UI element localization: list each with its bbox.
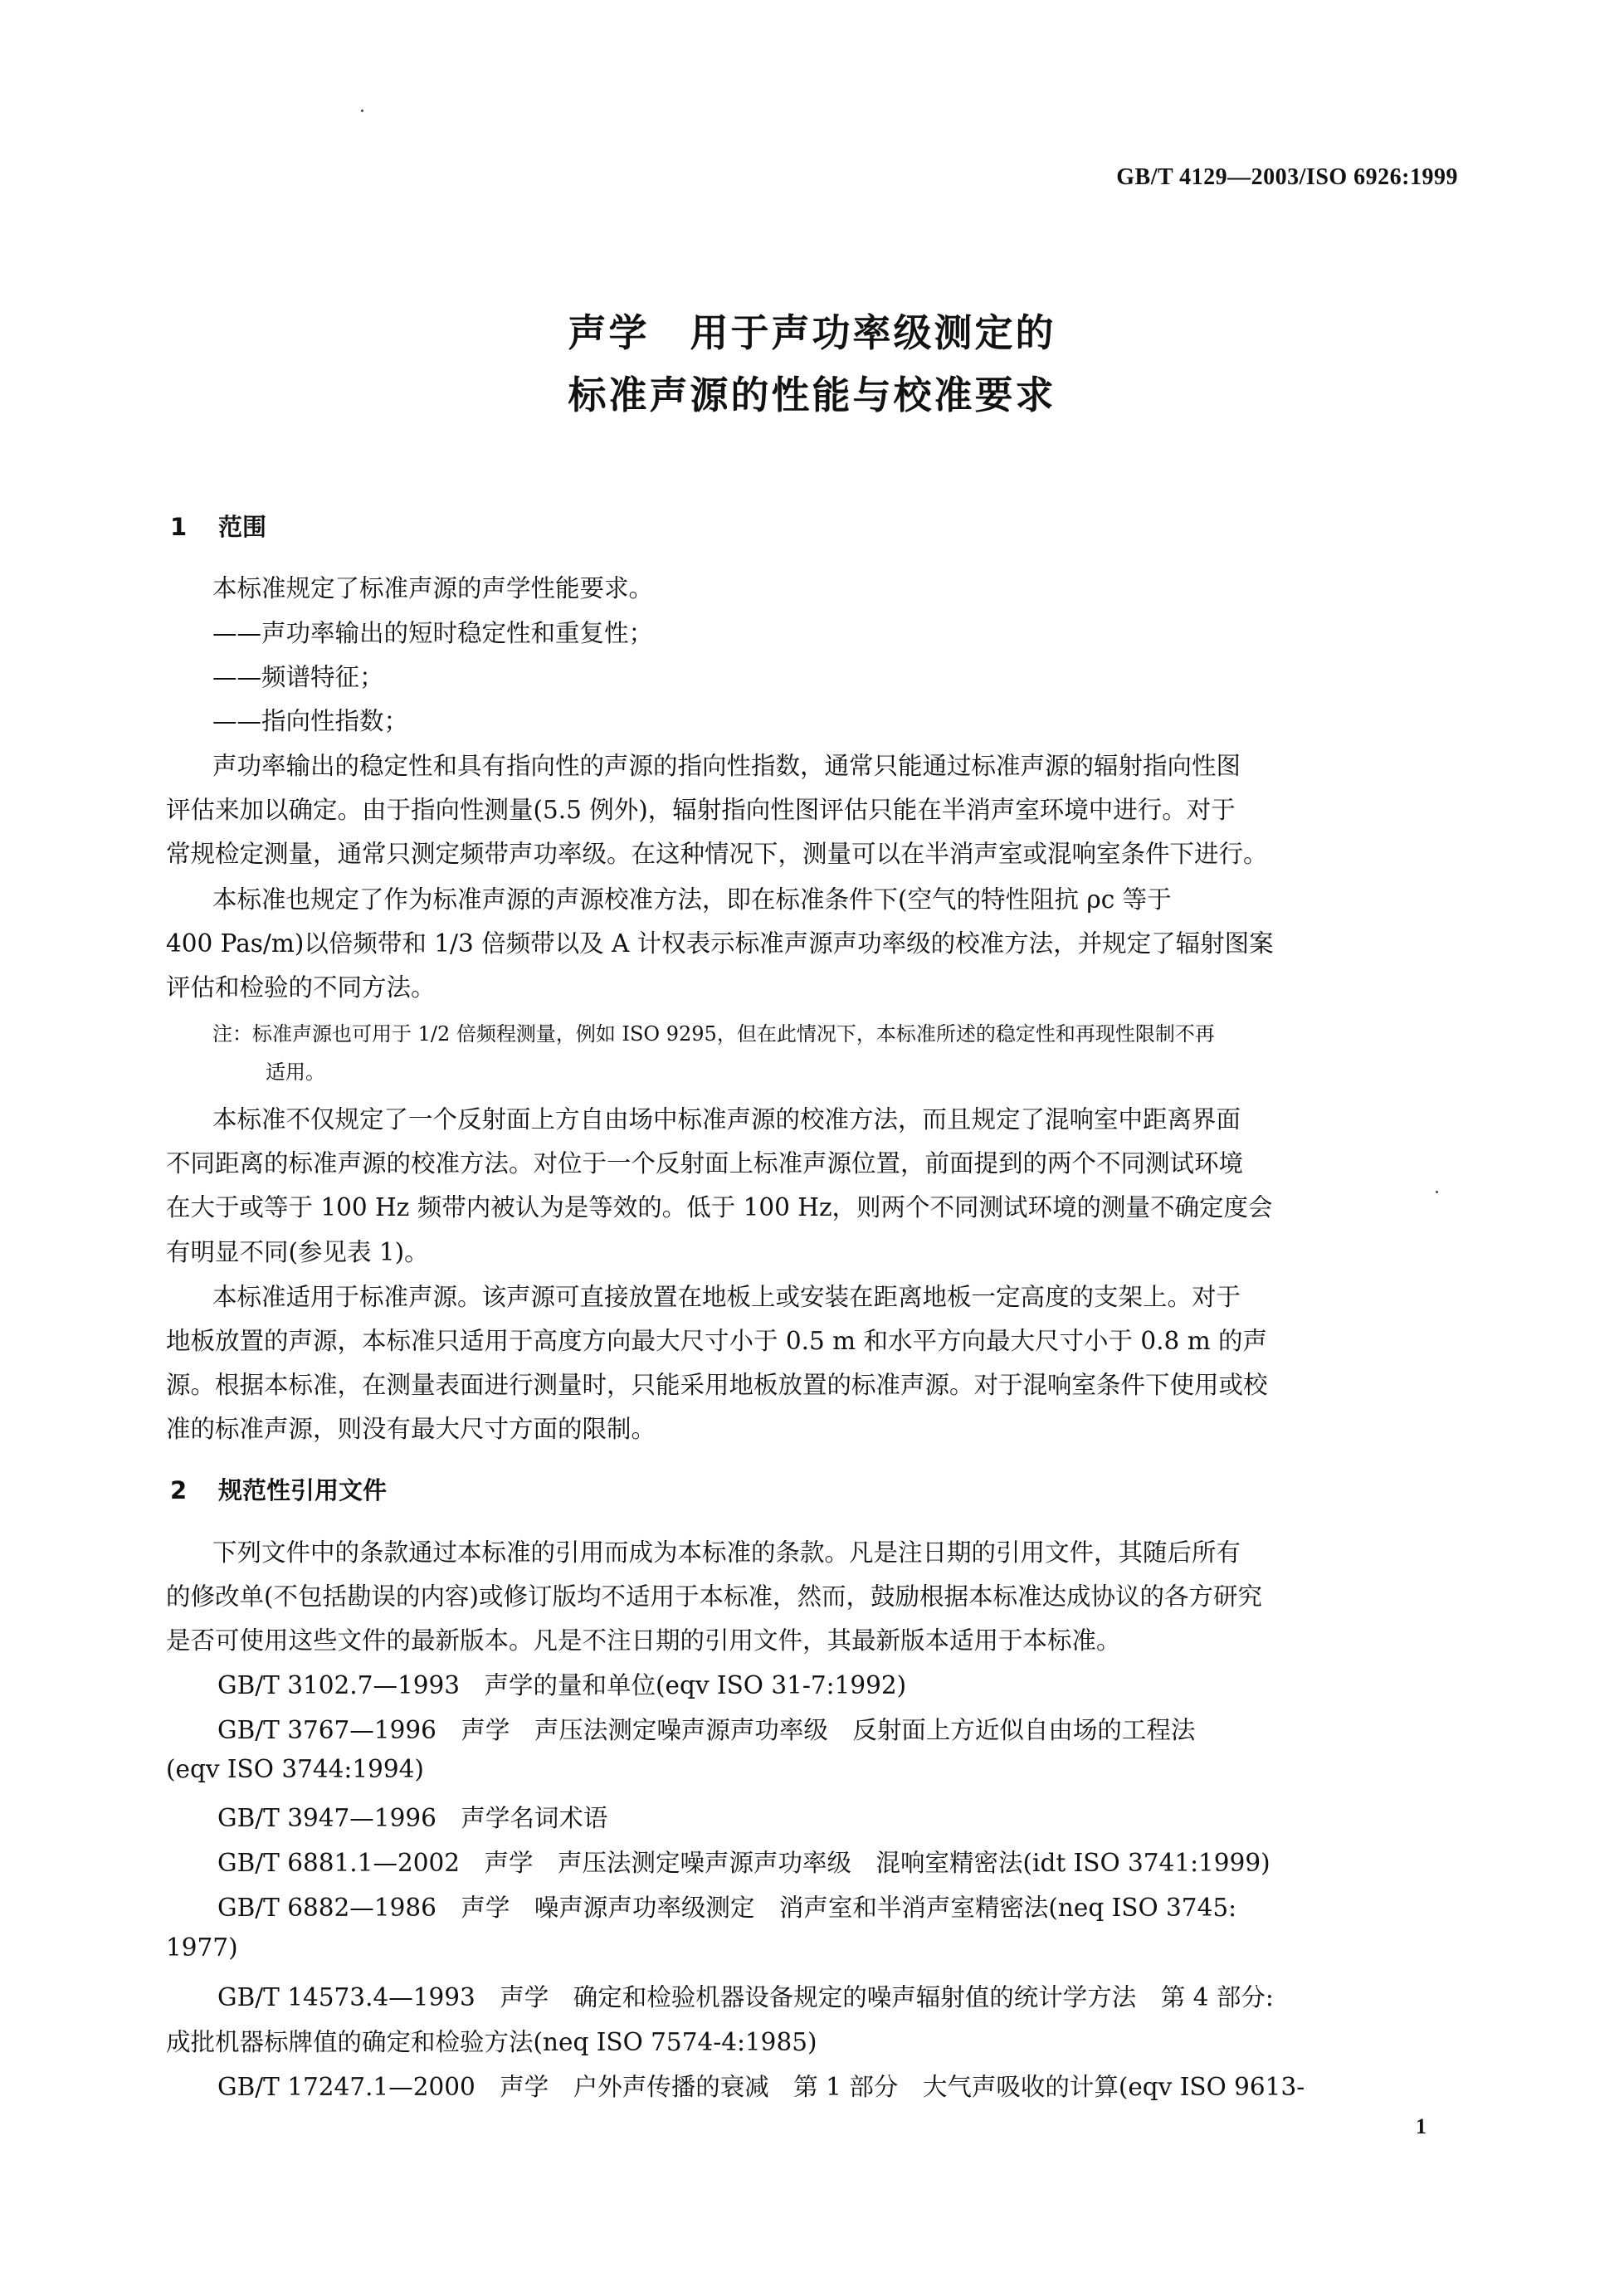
list-item: ——指向性指数；: [212, 707, 409, 735]
section-1-heading: [170, 509, 266, 543]
reference-entry: GB/T 17247.1—2000 声学 户外声传播的衰减 第 1 部分 大气声吸收的计算(eqv ISO 9613-: [217, 2073, 1305, 2101]
section-number: 1: [170, 513, 188, 541]
paragraph-line: 常规检定测量，通常只测定频带声功率级。在这种情况下，测量可以在半消声室或混响室条件下进行。: [166, 840, 1268, 868]
reference-entry: GB/T 14573.4—1993 声学 确定和检验机器设备规定的噪声辐射值的统计学方法 第 4 部分:: [217, 1983, 1274, 2011]
paragraph-line: 准的标准声源，则没有最大尺寸方面的限制。: [166, 1415, 656, 1443]
paragraph-line: 是否可使用这些文件的最新版本。凡是不注日期的引用文件，其最新版本适用于本标准。: [166, 1626, 1121, 1655]
paragraph-line: 评估来加以确定。由于指向性测量(5.5 例外)，辐射指向性图评估只能在半消声室环境中进行。对于: [166, 796, 1236, 824]
note-line: 注：标准声源也可用于 1/2 倍频程测量，例如 ISO 9295，但在此情况下，本标准所述的稳定性和再现性限制不再: [212, 1022, 1215, 1046]
section-title: 规范性引用文件: [218, 1476, 388, 1504]
section-title: 范围: [218, 513, 267, 541]
section-number: 2: [170, 1476, 188, 1504]
note-line: 适用。: [266, 1060, 325, 1084]
reference-entry: GB/T 6881.1—2002 声学 声压法测定噪声源声功率级 混响室精密法(idt ISO 3741:1999): [217, 1849, 1270, 1877]
section-2-heading: [170, 1472, 387, 1506]
reference-entry: GB/T 3767—1996 声学 声压法测定噪声源声功率级 反射面上方近似自由场的工程法: [217, 1716, 1196, 1744]
list-item: ——声功率输出的短时稳定性和重复性；: [212, 619, 654, 647]
paragraph-line: 的修改单(不包括勘误的内容)或修订版均不适用于本标准，然而，鼓励根据本标准达成协议的各方研究: [166, 1582, 1263, 1611]
scan-speck: [361, 110, 363, 112]
paragraph-line: 在大于或等于 100 Hz 频带内被认为是等效的。低于 100 Hz，则两个不同测试环境的测量不确定度会: [166, 1193, 1273, 1221]
reference-entry: GB/T 6882—1986 声学 噪声源声功率级测定 消声室和半消声室精密法(neq ISO 3745:: [217, 1894, 1237, 1922]
reference-entry: GB/T 3102.7—1993 声学的量和单位(eqv ISO 31-7:1992): [217, 1671, 907, 1699]
paragraph-line: 本标准不仅规定了一个反射面上方自由场中标准声源的校准方法，而且规定了混响室中距离界面: [212, 1105, 1241, 1134]
reference-entry: 成批机器标牌值的确定和检验方法(neq ISO 7574-4:1985): [166, 2028, 817, 2056]
reference-entry: (eqv ISO 3744:1994): [166, 1755, 424, 1783]
paragraph-line: 本标准适用于标准声源。该声源可直接放置在地板上或安装在距离地板一定高度的支架上。对于: [212, 1283, 1241, 1311]
paragraph-line: 源。根据本标准，在测量表面进行测量时，只能采用地板放置的标准声源。对于混响室条件下使用或校: [166, 1371, 1268, 1399]
reference-entry: GB/T 3947—1996 声学名词术语: [217, 1804, 608, 1832]
paragraph-line: 声功率输出的稳定性和具有指向性的声源的指向性指数，通常只能通过标准声源的辐射指向性图: [212, 752, 1241, 780]
list-item: ——频谱特征；: [212, 663, 384, 691]
standard-code: GB/T 4129—2003/ISO 6926:1999: [1116, 164, 1458, 190]
paragraph-line: 下列文件中的条款通过本标准的引用而成为本标准的条款。凡是注日期的引用文件，其随后所有: [212, 1538, 1241, 1567]
reference-entry: 1977): [166, 1933, 238, 1962]
paragraph-line: 不同距离的标准声源的校准方法。对位于一个反射面上标准声源位置，前面提到的两个不同测试环境: [166, 1149, 1244, 1177]
paragraph-line: 地板放置的声源，本标准只适用于高度方向最大尺寸小于 0.5 m 和水平方向最大尺寸小于 0.8 m 的声: [166, 1327, 1268, 1355]
page-number: 1: [1416, 2114, 1426, 2138]
paragraph-line: 本标准也规定了作为标准声源的声源校准方法，即在标准条件下(空气的特性阻抗 ρc 等于: [212, 885, 1172, 914]
paragraph-line: 评估和检验的不同方法。: [166, 973, 436, 1002]
paragraph-line: 本标准规定了标准声源的声学性能要求。: [212, 574, 654, 602]
document-title-line1: 声学 用于声功率级测定的: [568, 310, 1056, 355]
scan-speck: [1436, 1191, 1438, 1193]
paragraph-line: 400 Pas/m)以倍频带和 1/3 倍频带以及 A 计权表示标准声源声功率级的校准方法，并规定了辐射图案: [166, 929, 1274, 958]
paragraph-line: 有明显不同(参见表 1)。: [166, 1238, 429, 1266]
document-title-line2: 标准声源的性能与校准要求: [568, 373, 1056, 417]
